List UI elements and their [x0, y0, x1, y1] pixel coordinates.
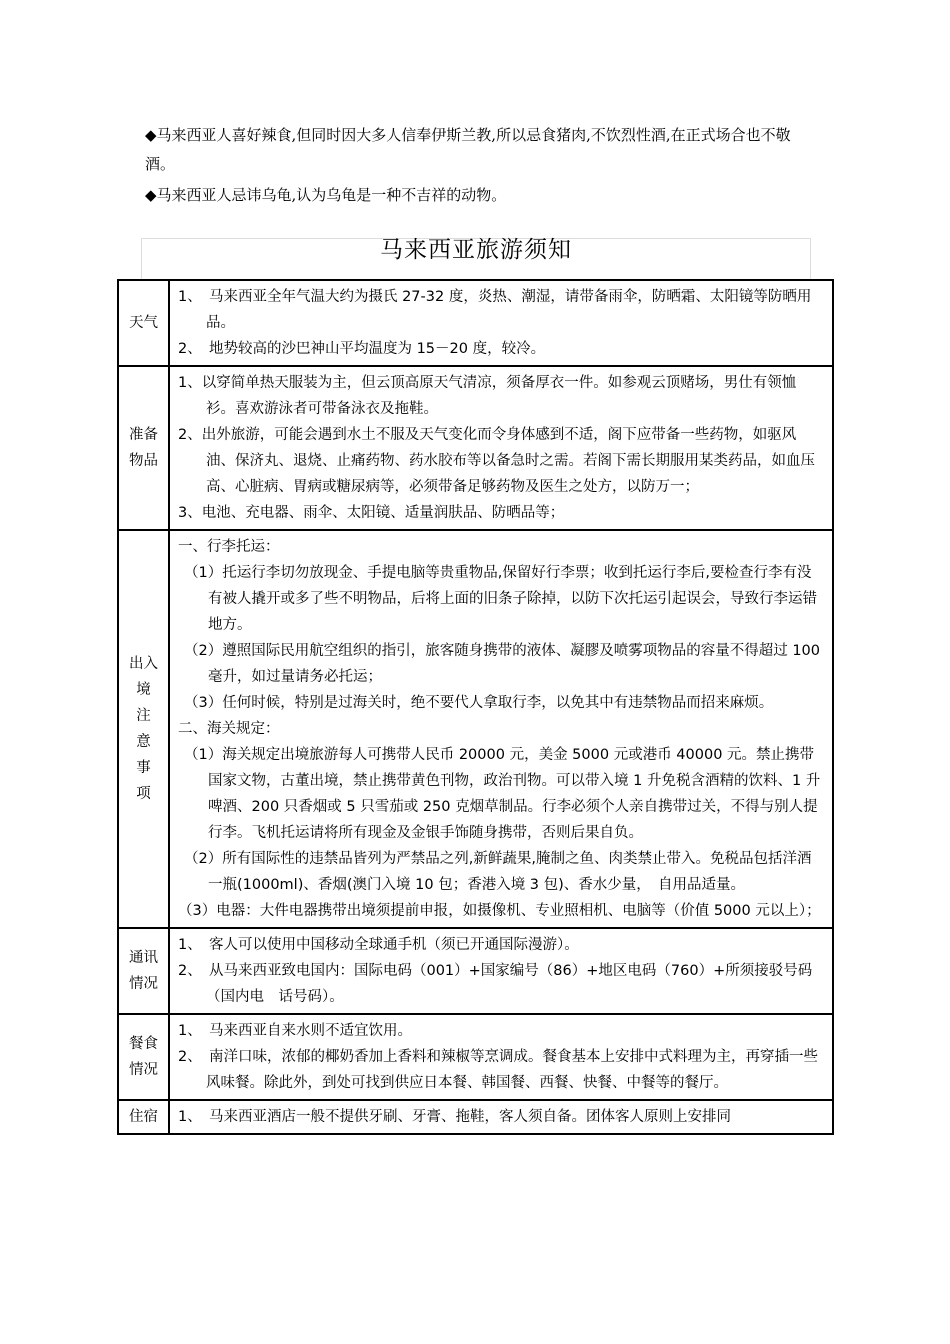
category-label-line: 事	[136, 760, 151, 776]
row-food	[118, 1014, 833, 1100]
category-label-line: 情况	[129, 1062, 158, 1078]
category-border	[118, 530, 169, 928]
intro-note-turtle: ◆马来西亚人忌讳乌龟,认为乌龟是一种不吉祥的动物。	[145, 186, 507, 204]
list-item: 1、 马来西亚酒店一般不提供牙刷、牙膏、拖鞋，客人须自备。团体客人原则上安排同	[178, 1109, 731, 1125]
weather-content	[169, 280, 833, 366]
list-item: 1、以穿简单热天服装为主，但云顶高原天气清凉，须备厚衣一件。如参观云顶赌场，男仕有领恤衫。喜欢游泳者可带备泳衣及拖鞋。	[178, 375, 797, 417]
list-item: 2、 地势较高的沙巴神山平均温度为 15－20 度，较冷。	[178, 341, 546, 357]
subheading-customs: 二、海关规定：	[178, 721, 280, 737]
row-border	[118, 530, 833, 928]
category-label-line: 通讯	[129, 950, 158, 966]
category-label-line: 准备	[129, 427, 158, 443]
category-prep	[118, 366, 169, 530]
list-item: 2、 从马来西亚致电国内：国际电码（001）+国家编号（86）+地区电码（760）+所须接驳号码（国内电 话号码）。	[178, 963, 813, 1005]
row-prep	[118, 366, 833, 530]
list-item: 3、电池、充电器、雨伞、太阳镜、适量润肤品、防晒品等；	[178, 505, 565, 521]
list-item: （1）海关规定出境旅游每人可携带人民币 20000 元，美金 5000 元或港币 40000 元。禁止携带国家文物，古董出境，禁止携带黄色刊物，政治刊物。可以带入境 1 升免税含酒精的饮料、1 升啤酒、200 只香烟或 5 只雪茄或 250 克烟草制品。行李必须个人亲自携带过关，不得与别人提行李。飞机托运请将所有现金及金银手饰随身携带，否则后果自负。	[184, 747, 821, 841]
food-content	[169, 1014, 833, 1100]
prep-content	[169, 366, 833, 530]
category-label-line: 项	[136, 786, 151, 802]
list-item: （3）任何时候，特别是过海关时，绝不要代人拿取行李，以免其中有违禁物品而招来麻烦。	[184, 695, 774, 711]
intro-note-food: ◆马来西亚人喜好辣食,但同时因大多人信奉伊斯兰教,所以忌食猪肉,不饮烈性酒,在正式场合也不敬酒。	[145, 126, 791, 173]
title-box	[141, 238, 811, 279]
category-label-line: 情况	[129, 976, 158, 992]
list-item: 2、 南洋口味，浓郁的椰奶香加上香料和辣椒等烹调成。餐食基本上安排中式料理为主，再穿插一些风味餐。除此外，到处可找到供应日本餐、韩国餐、西餐、快餐、中餐等的餐厅。	[178, 1049, 818, 1091]
category-label-line: 出入	[129, 656, 158, 672]
category-label-line: 境	[136, 682, 151, 698]
row-comm	[118, 928, 833, 1014]
category-food	[118, 1014, 169, 1100]
category-comm	[118, 928, 169, 1014]
travel-notes-table	[117, 279, 834, 1135]
page-title: 马来西亚旅游须知	[380, 237, 572, 263]
list-item: （3）电器：大件电器携带出境须提前申报，如摄像机、专业照相机、电脑等（价值 5000 元以上）；	[178, 903, 821, 919]
list-item: （1）托运行李切勿放现金、手提电脑等贵重物品,保留好行李票；收到托运行李后,要检查行李有没有被人撬开或多了些不明物品，后将上面的旧条子除掉，以防下次托运引起误会，导致行李运错地方。	[184, 565, 817, 633]
list-item: 1、 马来西亚自来水则不适宜饮用。	[178, 1023, 412, 1039]
category-weather: 天气	[118, 280, 169, 366]
category-label-line: 意	[136, 734, 151, 750]
list-item: 2、出外旅游，可能会遇到水土不服及天气变化而令身体感到不适，阁下应带备一些药物，如驱风油、保济丸、退烧、止痛药物、药水胶布等以备急时之需。若阁下需长期服用某类药品，如血压高、心脏病、胃病或糖尿病等，必须带备足够药物及医生之处方，以防万一；	[178, 427, 815, 495]
row-weather	[118, 280, 833, 366]
list-item: （2）遵照国际民用航空组织的指引，旅客随身携带的液体、凝膠及喷雾项物品的容量不得超过 100 毫升，如过量请务必托运；	[184, 643, 821, 685]
row-lodging	[118, 1100, 833, 1134]
category-lodging: 住宿	[118, 1100, 169, 1134]
category-label-line: 物品	[129, 453, 158, 469]
category-label-line: 注	[136, 708, 151, 724]
list-item: 1、 客人可以使用中国移动全球通手机（须已开通国际漫游）。	[178, 937, 579, 953]
intro-notes	[145, 121, 815, 212]
border-content	[169, 530, 833, 928]
lodging-content	[169, 1100, 833, 1134]
comm-content	[169, 928, 833, 1014]
category-label-line: 餐食	[129, 1036, 158, 1052]
list-item: 1、 马来西亚全年气温大约为摄氏 27-32 度，炎热、潮湿，请带备雨伞，防晒霜、太阳镜等防晒用品。	[178, 289, 812, 331]
list-item: （2）所有国际性的违禁品皆列为严禁品之列,新鲜蔬果,腌制之鱼、肉类禁止带入。免税品包括洋酒一瓶(1000ml)、香烟(澳门入境 10 包；香港入境 3 包)、香水少量， 自用品适量。	[184, 851, 812, 893]
subheading-luggage: 一、行李托运：	[178, 539, 280, 555]
